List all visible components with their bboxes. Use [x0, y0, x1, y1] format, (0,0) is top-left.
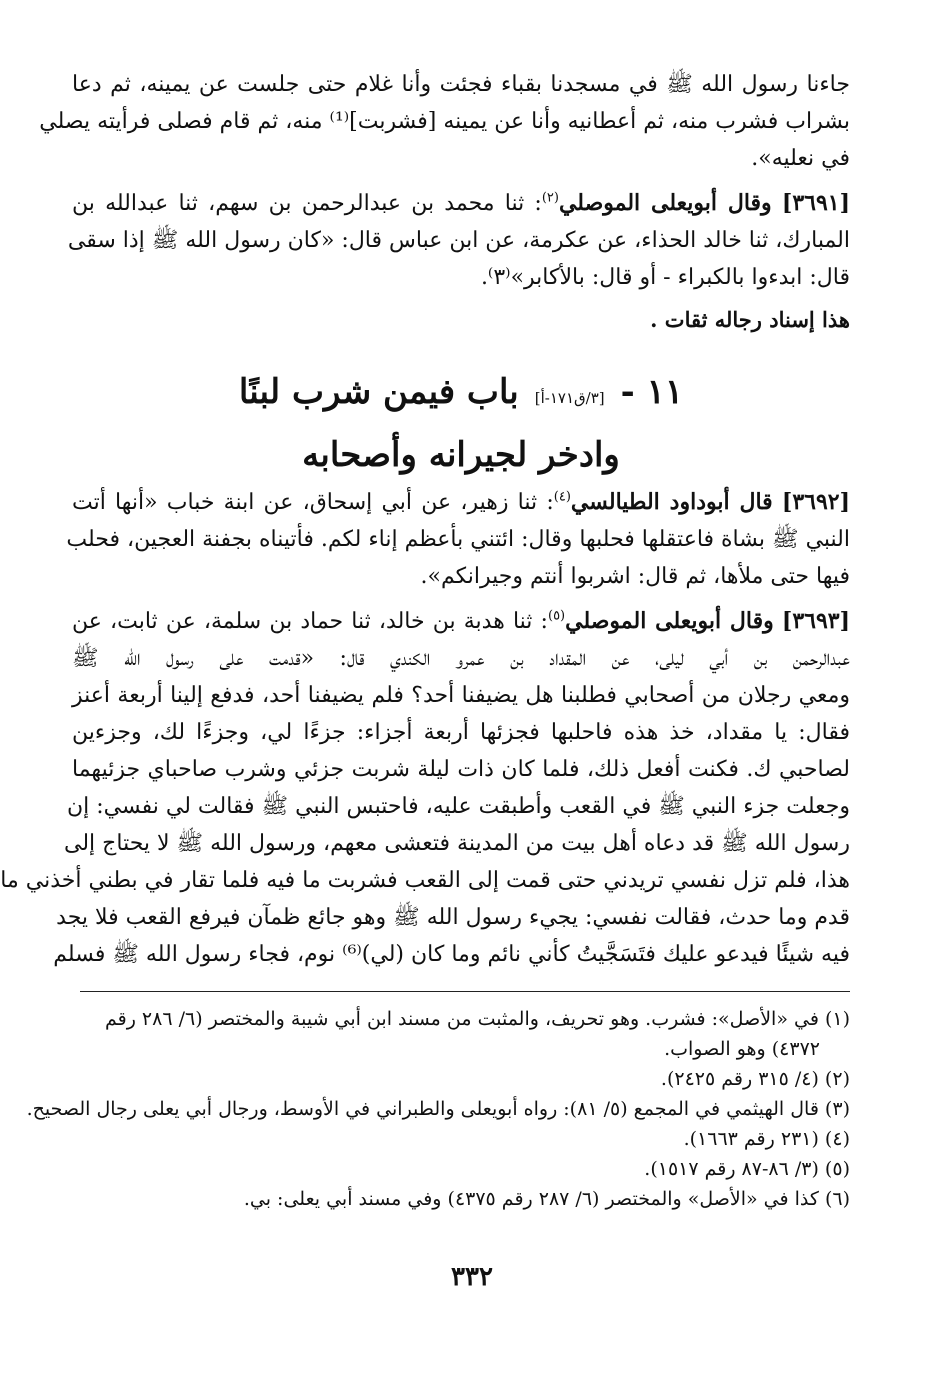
text-line: بشراب فشرب منه، ثم أعطانيه وأنا عن يمينه [فشربت]⁽¹⁾ منه، ثم قام فصلى فرأيته يصلي — [39, 109, 850, 134]
hadith-first-line — [72, 484, 850, 521]
footnote: (١) في «الأصل»: فشرب. وهو تحريف، والمثبت من مسند ابن أبي شيبة والمختصر (٦/ ٢٨٦ رقم — [104, 1008, 850, 1030]
top-paragraph — [39, 66, 850, 177]
footnote-ref: (٢) — [541, 190, 559, 206]
text-line: فقال: يا مقداد، خذ هذه فاحلبها فجزئها أربعة أجزاء: جزءًا لي، وجزءًا لك، وجزءين — [72, 720, 850, 745]
footnotes — [26, 1004, 850, 1214]
narrator-name: وقال أبويعلى الموصلي — [565, 608, 774, 634]
narrator-name: قال أبوداود الطيالسي — [570, 489, 773, 515]
text-line: قال: ابدءوا بالكبراء - أو قال: بالأكابر»⁽٣⁾. — [480, 265, 850, 290]
text-line: في نعليه». — [751, 146, 850, 171]
footnote-ref: (٤) — [553, 489, 571, 505]
page-number: ٣٣٢ — [451, 1262, 493, 1292]
isnad-note: هذا إسناد رجاله ثقات . — [650, 307, 850, 332]
text-line: عبدالرحمن بن أبي ليلى، عن المقداد بن عمرو الكندي قال: «قدمت على رسول الله ﷺ — [72, 646, 850, 671]
footnote-ref: (٥) — [547, 608, 566, 624]
hadith-3692 — [66, 484, 850, 595]
chapter-heading — [72, 364, 850, 484]
chapter-title: باب فيمن شرب لبنًا — [238, 372, 519, 412]
footnote-continuation: ٤٣٧٢) وهو الصواب. — [664, 1038, 820, 1060]
footnote: (٢) (٤/ ٣١٥ رقم ٢٤٢٥). — [660, 1068, 850, 1090]
text-line: : ثنا زهير، عن أبي إسحاق، عن ابنة خباب «أنها أتت — [72, 490, 554, 515]
text-line: المبارك، ثنا خالد الحذاء، عن عكرمة، عن ابن عباس قال: «كان رسول الله ﷺ إذا سقى — [67, 228, 850, 253]
footnote-divider — [80, 991, 850, 992]
footnote: (٦) كذا في «الأصل» والمختصر (٦/ ٢٨٧ رقم ٤٣٧٥) وفي مسند أبي يعلى: بي. — [243, 1188, 850, 1210]
narrator-name: وقال أبويعلى الموصلي — [558, 190, 772, 216]
chapter-number: ١١ - — [620, 372, 684, 412]
hadith-3691 — [67, 185, 850, 338]
hadith-first-line — [72, 603, 850, 640]
manuscript-ref: [٣/ق١٧١-أ] — [534, 389, 605, 407]
text-line: ومعي رجلان من أصحابي فطلبنا هل يضيفنا أحد؟ فلم يضيفنا أحد، فدفع إلينا أربعة أعنز — [72, 683, 850, 708]
text-line: فيها حتى ملأها، ثم قال: اشربوا أنتم وجيرانكم». — [420, 564, 850, 589]
hadith-3693 — [0, 603, 851, 973]
chapter-subtitle: وادخر لجيرانه وأصحابه — [302, 435, 620, 475]
text-line: : ثنا هدبة بن خالد، ثنا حماد بن سلمة، عن ثابت، عن — [72, 609, 548, 634]
hadith-first-line — [72, 185, 850, 222]
text-line: جاءنا رسول الله ﷺ في مسجدنا بقباء فجئت وأنا غلام حتى جلست عن يمينه، ثم دعا — [72, 72, 850, 97]
text-line: قدم وما حدث، فقالت نفسي: يجيء رسول الله ﷺ وهو جائع ظمآن فيرفع القعب فلا يجد — [56, 905, 850, 930]
hadith-number: [٣٦٩٢] — [781, 489, 850, 515]
page-body — [0, 66, 851, 1214]
hadith-number: [٣٦٩١] — [781, 190, 850, 216]
text-line: فيه شيئًا فيدعو عليك فتَسَجَّيتُ كأني نائم وما كان (لي)⁽⁶⁾ نوم، فجاء رسول الله ﷺ فسلم — [53, 942, 850, 967]
chapter-title-row — [72, 364, 850, 426]
text-line: : ثنا محمد بن عبدالرحمن بن سهم، ثنا عبدالله بن — [72, 191, 542, 216]
hadith-number: [٣٦٩٣] — [781, 608, 851, 634]
text-line: وجعلت جزء النبي ﷺ في القعب وأطبقت عليه، فاحتبس النبي ﷺ فقالت لي نفسي: إن — [66, 794, 850, 819]
text-line: هذا، فلم تزل نفسي تريدني حتى قمت إلى القعب فشربت ما فيه فلما تقار في بطني أخذني ما — [0, 868, 850, 893]
text-line: لصاحبي ك. فكنت أفعل ذلك، فلما كان ذات ليلة شربت جزئي وشرب صاحباي جزئيهما — [72, 757, 850, 782]
text-line: رسول الله ﷺ قد دعاه أهل بيت من المدينة فتعشى معهم، ورسول الله ﷺ لا يحتاج إلى — [64, 831, 850, 856]
footnote: (٥) (٣/ ٨٦-٨٧ رقم ١٥١٧). — [644, 1158, 850, 1180]
text-line: النبي ﷺ بشاة فاعتقلها فحلبها وقال: ائتني بأعظم إناء لكم. فأتيناه بجفنة العجين، فحلب — [66, 527, 850, 552]
footnote: (٤) (٢٣١ رقم ١٦٦٣). — [683, 1128, 850, 1150]
footnote: (٣) قال الهيثمي في المجمع (٥/ ٨١): رواه أبويعلى والطبراني في الأوسط، ورجال أبي يعلى رجال الصحيح. — [26, 1098, 850, 1120]
